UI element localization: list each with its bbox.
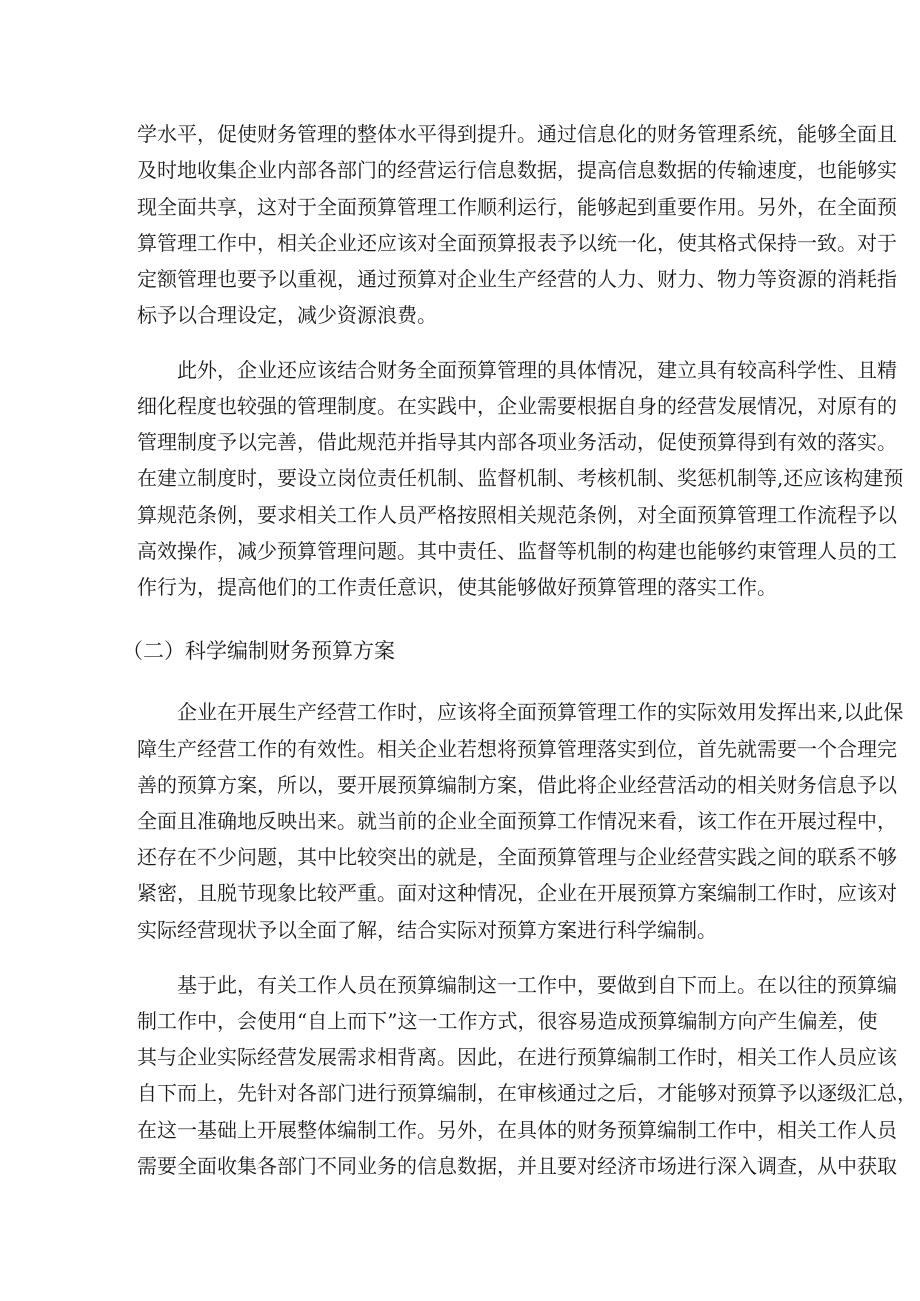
text-line: 标予以合理设定，减少资源浪费。 (137, 303, 437, 327)
text-line: 算规范条例，要求相关工作人员严格按照相关规范条例，对全面预算管理工作流程予以 (137, 503, 897, 527)
text-line: 制工作中，会使用“自上而下”这一工作方式，很容易造成预算编制方向产生偏差，使 (137, 1009, 878, 1033)
text-line: 在这一基础上开展整体编制工作。另外，在具体的财务预算编制工作中，相关工作人员 (137, 1118, 897, 1142)
text-line: 需要全面收集各部门不同业务的信息数据，并且要对经济市场进行深入调查，从中获取 (137, 1154, 897, 1178)
text-line: 企业在开展生产经营工作时，应该将全面预算管理工作的实际效用发挥出来,以此保 (177, 700, 904, 724)
text-line: 及时地收集企业内部各部门的经营运行信息数据，提高信息数据的传输速度，也能够实 (137, 158, 897, 182)
text-line: 实际经营现状予以全面了解，结合实际对预算方案进行科学编制。 (137, 918, 717, 942)
text-line: 在建立制度时，要设立岗位责任机制、监督机制、考核机制、奖惩机制等,还应该构建预 (137, 466, 904, 490)
text-line: 算管理工作中，相关企业还应该对全面预算报表予以统一化，使其格式保持一致。对于 (137, 231, 897, 255)
text-line: 基于此，有关工作人员在预算编制这一工作中，要做到自下而上。在以往的预算编 (177, 973, 897, 997)
section-heading: （二）科学编制财务预算方案 (122, 639, 395, 663)
text-line: 管理制度予以完善，借此规范并指导其内部各项业务活动，促使预算得到有效的落实。 (137, 430, 897, 454)
text-line: 此外，企业还应该结合财务全面预算管理的具体情况，建立具有较高科学性、且精 (177, 358, 897, 382)
text-line: 细化程度也较强的管理制度。在实践中，企业需要根据自身的经营发展情况，对原有的 (137, 394, 897, 418)
text-line: 其与企业实际经营发展需求相背离。因此，在进行预算编制工作时，相关工作人员应该 (137, 1045, 897, 1069)
text-line: 定额管理也要予以重视，通过预算对企业生产经营的人力、财力、物力等资源的消耗指 (137, 267, 897, 291)
text-line: 学水平，促使财务管理的整体水平得到提升。通过信息化的财务管理系统，能够全面且 (137, 122, 897, 146)
text-line: 障生产经营工作的有效性。相关企业若想将预算管理落实到位，首先就需要一个合理完 (137, 737, 897, 761)
text-line: 全面且准确地反映出来。就当前的企业全面预算工作情况来看，该工作在开展过程中， (137, 809, 897, 833)
text-line: 紧密，且脱节现象比较严重。面对这种情况，企业在开展预算方案编制工作时，应该对 (137, 881, 897, 905)
text-line: 还存在不少问题，其中比较突出的就是，全面预算管理与企业经营实践之间的联系不够 (137, 845, 897, 869)
text-line: 高效操作，减少预算管理问题。其中责任、监督等机制的构建也能够约束管理人员的工 (137, 539, 897, 563)
text-line: 善的预算方案，所以，要开展预算编制方案，借此将企业经营活动的相关财务信息予以 (137, 773, 897, 797)
text-line: 现全面共享，这对于全面预算管理工作顺利运行，能够起到重要作用。另外，在全面预 (137, 195, 897, 219)
text-line: 自下而上，先针对各部门进行预算编制，在审核通过之后，才能够对预算予以逐级汇总， (137, 1081, 917, 1105)
text-line: 作行为，提高他们的工作责任意识，使其能够做好预算管理的落实工作。 (137, 575, 777, 599)
